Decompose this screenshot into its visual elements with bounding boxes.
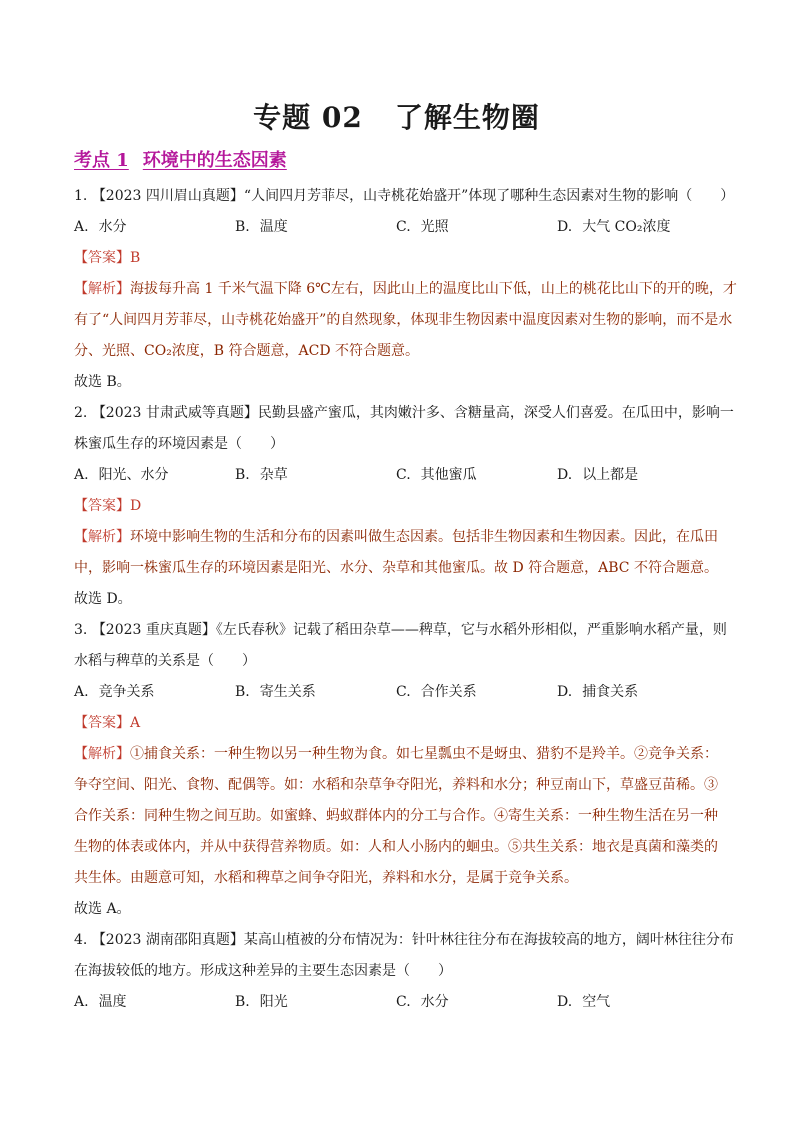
option-d: D. 空气: [557, 994, 611, 1010]
page-title-name: 了解生物圈: [394, 101, 540, 134]
question-source: 【2023 重庆真题】: [91, 622, 216, 638]
option-a: A. 温度: [74, 994, 127, 1010]
section-name: 环境中的生态因素: [142, 150, 287, 171]
question-4: [74, 925, 734, 1018]
question-stem: [74, 615, 727, 646]
option-a: A. 竞争关系: [74, 684, 155, 700]
option-c: C. 水分: [396, 994, 449, 1010]
question-stem: [74, 398, 734, 429]
question-text-cont: 水稻与稗草的关系是（ ）: [74, 653, 256, 669]
conclusion: 故选 B。: [74, 374, 131, 390]
question-1: [74, 181, 737, 398]
options-row: [74, 677, 724, 708]
question-number: 3.: [74, 622, 88, 638]
question-number: 2.: [74, 405, 88, 421]
option-c: C. 其他蜜瓜: [396, 467, 477, 483]
options-row: [74, 987, 724, 1018]
question-source: 【2023 四川眉山真题】: [91, 188, 244, 204]
analysis-block: 【解析】①捕食关系：一种生物以另一种生物为食。如七星瓢虫不是蚜虫、猎豹不是羚羊。②竞争关系： 争夺空间、阳光、食物、配偶等。如：水稻和杂草争夺阳光，养料和水分；种豆南山下，草盛豆苗稀。③ 合作关系：同种生物之间互助。如蜜蜂、蚂蚁群体内的分工与合作。④寄生关系：一种生物生活在另一种 生物的体表或体内，并从中获得营养物质。如：人和人小肠内的蛔虫。⑤共生关系：地衣是真菌和藻类的 共生体。由题意可知，水稻和稗草之间争夺阳光，养料和水分，是属于竞争关系。: [74, 746, 718, 886]
question-number: 1.: [74, 188, 88, 204]
question-list: [74, 181, 737, 1018]
conclusion: 故选 D。: [74, 591, 132, 607]
question-3: [74, 615, 727, 925]
option-b: B. 杂草: [235, 467, 288, 483]
question-text-cont: 株蜜瓜生存的环境因素是（ ）: [74, 436, 284, 452]
options-row: [74, 212, 724, 243]
question-2: [74, 398, 734, 615]
answer-line: 【答案】D: [74, 498, 142, 514]
analysis-block: 【解析】环境中影响生物的生活和分布的因素叫做生态因素。包括非生物因素和生物因素。因此，在瓜田 中，影响一株蜜瓜生存的环境因素是阳光、水分、杂草和其他蜜瓜。故 D 符合题意，ABC 不符合题意。: [74, 529, 718, 576]
answer-line: 【答案】A: [74, 715, 141, 731]
answer-line: 【答案】B: [74, 250, 141, 266]
page-title-topic: 专题 02: [253, 101, 363, 134]
question-text: 民勤县盛产蜜瓜，其肉嫩汁多、含糖量高，深受人们喜爱。在瓜田中，影响一: [257, 405, 734, 421]
question-stem: [74, 181, 735, 212]
option-b: B. 寄生关系: [235, 684, 316, 700]
option-a: A. 水分: [74, 219, 127, 235]
options-row: [74, 460, 724, 491]
option-b: B. 阳光: [235, 994, 288, 1010]
question-text-cont: 在海拔较低的地方。形成这种差异的主要生态因素是（ ）: [74, 963, 452, 979]
section-heading: [74, 146, 287, 172]
question-number: 4.: [74, 932, 88, 948]
option-c: C. 光照: [396, 219, 449, 235]
question-text: 某高山植被的分布情况为：针叶林往往分布在海拔较高的地方，阔叶林往往分布: [243, 932, 734, 948]
option-b: B. 温度: [235, 219, 288, 235]
section-label: 考点 1: [74, 150, 129, 171]
question-source: 【2023 甘肃武威等真题】: [91, 405, 258, 421]
question-source: 【2023 湖南邵阳真题】: [91, 932, 244, 948]
option-d: D. 捕食关系: [557, 684, 639, 700]
option-d: D. 以上都是: [557, 467, 639, 483]
question-text: “人间四月芳菲尽，山寺桃花始盛开”体现了哪种生态因素对生物的影响（ ）: [243, 188, 735, 204]
page-title: [0, 96, 793, 136]
question-text: 《左氏春秋》记载了稻田杂草——稗草，它与水稻外形相似，严重影响水稻产量，则: [215, 622, 727, 638]
option-c: C. 合作关系: [396, 684, 477, 700]
analysis-block: 【解析】海拔每升高 1 千米气温下降 6℃左右，因此山上的温度比山下低，山上的桃花比山下的开的晚，才 有了“人间四月芳菲尽，山寺桃花始盛开”的自然现象，体现非生物因素中温度因素对生物的影响，而不是水 分、光照、CO₂浓度，B 符合题意，ACD 不符合题意。: [74, 281, 737, 359]
conclusion: 故选 A。: [74, 901, 131, 917]
question-stem: [74, 925, 734, 956]
option-d: D. 大气 CO₂浓度: [557, 219, 671, 235]
option-a: A. 阳光、水分: [74, 467, 169, 483]
